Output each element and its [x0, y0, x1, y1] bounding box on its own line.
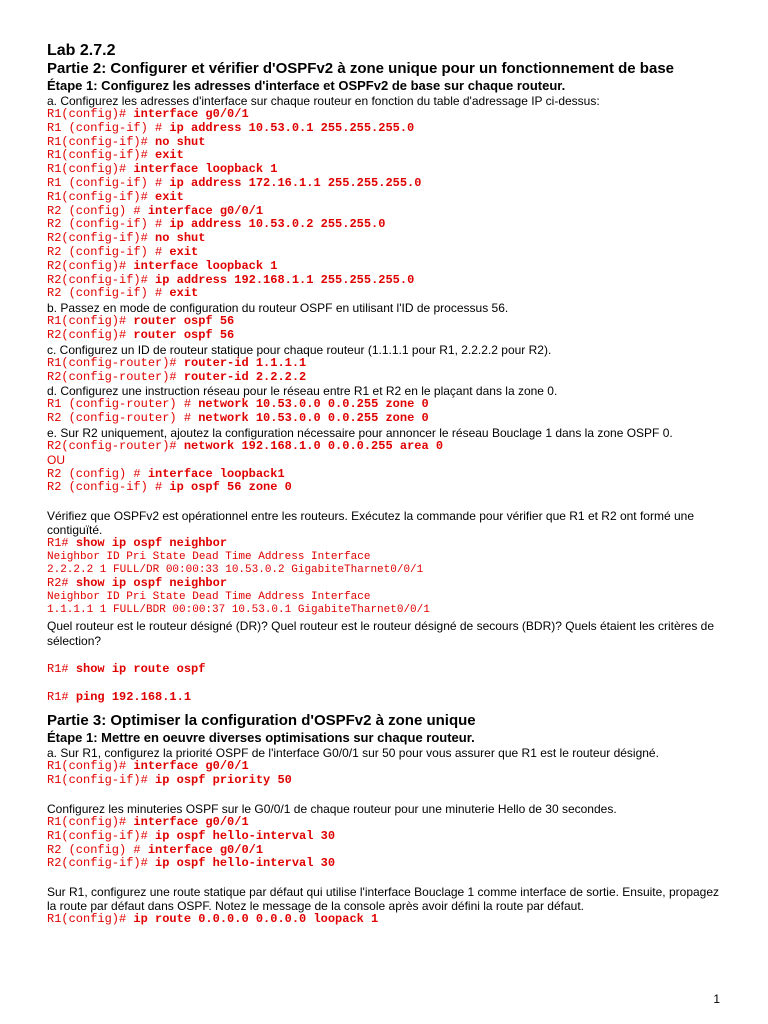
instruction-b: b. Passez en mode de configuration du routeur OSPF en utilisant l'ID de processus 56.	[47, 301, 509, 316]
ou-label: OU	[47, 452, 65, 467]
code-block-d	[47, 398, 727, 426]
code-command: ip ospf 56 zone 0	[169, 480, 292, 495]
code-prompt: R2(config-if)#	[47, 272, 156, 287]
code-prompt: R1 (config-router) #	[47, 397, 199, 412]
code-prompt: R2(config-router)#	[47, 438, 184, 453]
code-line	[47, 218, 727, 232]
spacer	[47, 649, 727, 663]
spacer	[47, 677, 727, 691]
output-line: 1.1.1.1 1 FULL/BDR 00:00:37 10.53.0.1 GigabiteTharnet0/0/1	[47, 603, 430, 616]
code-command: interface g0/0/1	[133, 814, 249, 829]
code-block-e2	[47, 468, 727, 496]
instruction-c: c. Configurez un ID de routeur statique pour chaque routeur (1.1.1.1 pour R1, 2.2.2.2 pour R2).	[47, 342, 552, 357]
code-command: exit	[169, 286, 199, 301]
code-line	[47, 857, 727, 871]
code-command: ip address 10.53.0.2 255.255.0	[169, 217, 386, 232]
output-line: 2.2.2.2 1 FULL/DR 00:00:33 10.53.0.2 GigabiteTharnet0/0/1	[47, 563, 424, 576]
code-block-p3a	[47, 760, 727, 788]
default-route-text: Sur R1, configurez une route statique par défaut qui utilise l'interface Bouclage 1 comme interface de sortie. Ensuite, propagez la route par défaut dans OSPF. Notez le message de la console après avoir défini la route par défaut.	[47, 885, 720, 914]
code-block-default	[47, 913, 727, 927]
code-command: ip ospf hello-interval 30	[155, 856, 336, 871]
code-command: ip route 0.0.0.0 0.0.0.0 loopack 1	[133, 912, 379, 927]
code-line	[47, 329, 727, 343]
code-line	[47, 260, 727, 274]
code-prompt: R1(config)#	[47, 759, 134, 774]
timers-text: Configurez les minuteries OSPF sur le G0/0/1 de chaque routeur pour une minuterie Hello de 30 secondes.	[47, 801, 617, 816]
code-line	[47, 398, 727, 412]
code-prompt: R1#	[47, 536, 76, 551]
code-block-a	[47, 108, 727, 301]
code-prompt: R2 (config) #	[47, 466, 148, 481]
code-line	[47, 816, 727, 830]
code-command: interface loopback1	[147, 466, 285, 481]
code-command: exit	[155, 148, 184, 163]
code-prompt: R2 (config) #	[47, 842, 148, 857]
verify-text: Vérifiez que OSPFv2 est opérationnel entre les routeurs. Exécutez la commande pour vérifier que R1 et R2 ont formé une contiguïté.	[47, 509, 695, 538]
code-line	[47, 371, 727, 385]
code-prompt: R1(config)#	[47, 912, 134, 927]
code-line	[47, 136, 727, 150]
code-line	[47, 246, 727, 260]
code-block-e1	[47, 440, 727, 454]
code-line	[47, 760, 727, 774]
code-prompt: R2 (config-if) #	[47, 244, 170, 259]
code-command: ping 192.168.1.1	[75, 689, 192, 704]
p3-step1-title: Étape 1: Mettre en oeuvre diverses optimisations sur chaque routeur.	[47, 730, 475, 746]
code-prompt: R2(config)#	[47, 327, 134, 342]
code-line	[47, 440, 727, 454]
output-line: Neighbor ID Pri State Dead Time Address Interface	[47, 550, 371, 563]
code-line	[47, 108, 727, 122]
code-command: interface g0/0/1	[133, 107, 249, 121]
part2-title: Partie 2: Configurer et vérifier d'OSPFv2 à zone unique pour un fonctionnement de base	[47, 60, 674, 77]
spacer	[47, 495, 727, 509]
code-prompt: R1(config)#	[47, 814, 134, 829]
part3-title: Partie 3: Optimiser la configuration d'OSPFv2 à zone unique	[47, 712, 476, 730]
code-prompt: R2 (config-router) #	[47, 411, 199, 426]
spacer	[47, 788, 727, 802]
code-prompt: R1(config)#	[47, 107, 134, 121]
code-command: no shut	[155, 231, 206, 246]
code-block-c	[47, 357, 727, 385]
neighbor-r1-output	[47, 551, 727, 577]
code-line	[47, 149, 727, 163]
code-command: show ip route ospf	[75, 661, 206, 676]
code-line	[47, 177, 727, 191]
code-line	[47, 357, 727, 371]
code-line	[47, 774, 727, 788]
code-line	[47, 287, 727, 301]
code-prompt: R2(config-router)#	[47, 369, 184, 384]
code-line	[47, 191, 727, 205]
code-line	[47, 412, 727, 426]
code-prompt: R2 (config-if) #	[47, 286, 170, 301]
show-route-command	[47, 663, 727, 677]
code-prompt: R2#	[47, 575, 76, 590]
code-prompt: R2(config-if)#	[47, 231, 156, 246]
code-line	[47, 913, 727, 927]
code-prompt: R1#	[47, 661, 76, 676]
code-prompt: R1#	[47, 689, 76, 704]
code-command: ip address 172.16.1.1 255.255.255.0	[169, 175, 422, 190]
step1-title: Étape 1: Configurez les adresses d'interface et OSPFv2 de base sur chaque routeur.	[47, 78, 566, 93]
code-command: ip ospf priority 50	[155, 773, 292, 788]
neighbor-r2-command	[47, 577, 727, 591]
code-command: show ip ospf neighbor	[75, 575, 228, 590]
neighbor-r2-output	[47, 591, 727, 617]
code-command: router ospf 56	[133, 327, 235, 342]
code-prompt: R2 (config-if) #	[47, 480, 170, 495]
code-prompt: R2(config)#	[47, 258, 134, 273]
code-prompt: R1(config-if)#	[47, 134, 156, 149]
code-line	[47, 830, 727, 844]
p3-instruction-a: a. Sur R1, configurez la priorité OSPF de l'interface G0/0/1 sur 50 pour vous assurer que R1 est le routeur désigné.	[47, 746, 659, 761]
code-line	[47, 663, 727, 677]
code-prompt: R2 (config-if) #	[47, 217, 170, 232]
instruction-e: e. Sur R2 uniquement, ajoutez la configuration nécessaire pour annoncer le réseau Bouclage 1 dans la zone OSPF 0.	[47, 425, 673, 440]
code-prompt: R2 (config) #	[47, 203, 148, 218]
code-line	[47, 537, 727, 551]
ping-command	[47, 691, 727, 705]
code-line	[47, 691, 727, 705]
code-prompt: R1(config)#	[47, 162, 134, 177]
code-command: interface g0/0/1	[147, 203, 264, 218]
code-command: network 10.53.0.0 0.0.255 zone 0	[198, 397, 429, 412]
code-line	[47, 577, 727, 591]
code-line	[47, 481, 727, 495]
page-number: 1	[713, 992, 720, 1006]
document-page	[47, 42, 727, 927]
code-prompt: R1(config-if)#	[47, 828, 156, 843]
code-command: ip address 192.168.1.1 255.255.255.0	[155, 272, 415, 287]
code-prompt: R1(config-router)#	[47, 355, 184, 370]
neighbor-r1-command	[47, 537, 727, 551]
code-command: router-id 2.2.2.2	[183, 369, 307, 384]
code-command: ip address 10.53.0.1 255.255.255.0	[169, 120, 415, 135]
output-line: Neighbor ID Pri State Dead Time Address Interface	[47, 590, 371, 603]
code-line	[47, 232, 727, 246]
code-line	[47, 205, 727, 219]
code-prompt: R1 (config-if) #	[47, 175, 170, 190]
dr-question: Quel routeur est le routeur désigné (DR)? Quel routeur est le routeur désigné de secours (BDR)? Quels étaient les critères de sélection?	[47, 618, 714, 648]
code-prompt: R1(config)#	[47, 314, 134, 329]
code-command: router-id 1.1.1.1	[183, 355, 307, 370]
code-command: interface loopback 1	[133, 258, 278, 273]
code-command: no shut	[155, 134, 206, 149]
code-prompt: R1(config-if)#	[47, 773, 156, 788]
code-command: interface loopback 1	[133, 162, 278, 177]
code-command: show ip ospf neighbor	[75, 536, 228, 551]
code-command: ip ospf hello-interval 30	[155, 828, 336, 843]
code-prompt: R1(config-if)#	[47, 189, 156, 204]
code-command: router ospf 56	[133, 314, 235, 329]
code-block-b	[47, 315, 727, 343]
code-command: interface g0/0/1	[147, 842, 264, 857]
code-line	[47, 315, 727, 329]
code-prompt: R1(config-if)#	[47, 148, 156, 163]
code-command: interface g0/0/1	[133, 759, 249, 774]
lab-title: Lab 2.7.2	[47, 42, 116, 59]
code-prompt: R1 (config-if) #	[47, 120, 170, 135]
code-command: exit	[169, 244, 199, 259]
code-command: network 10.53.0.0 0.0.255 zone 0	[198, 411, 429, 426]
code-command: network 192.168.1.0 0.0.0.255 area 0	[183, 438, 444, 453]
code-prompt: R2(config-if)#	[47, 856, 156, 871]
code-line	[47, 274, 727, 288]
code-line	[47, 122, 727, 136]
spacer	[47, 871, 727, 885]
code-line	[47, 468, 727, 482]
instruction-d: d. Configurez une instruction réseau pour le réseau entre R1 et R2 en le plaçant dans la zone 0.	[47, 384, 558, 399]
code-line	[47, 844, 727, 858]
instruction-a: a. Configurez les adresses d'interface sur chaque routeur en fonction du table d'adressage IP ci-dessus:	[47, 94, 600, 108]
code-command: exit	[155, 189, 184, 204]
code-block-timers	[47, 816, 727, 871]
code-line	[47, 163, 727, 177]
